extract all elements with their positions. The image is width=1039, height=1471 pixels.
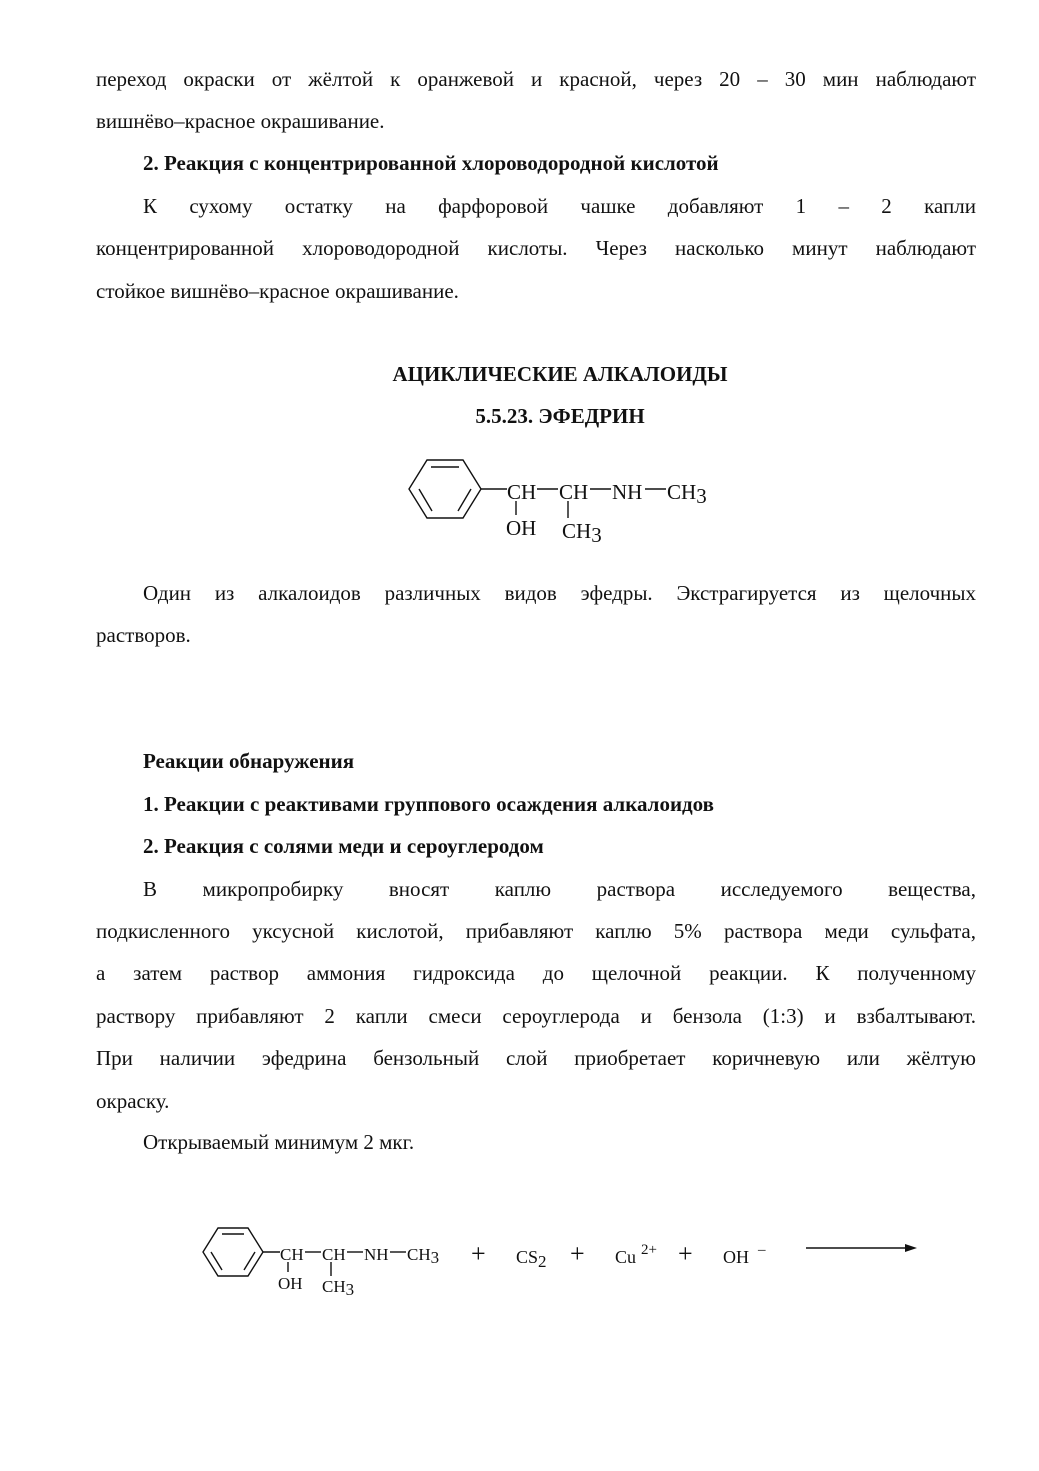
ch-group-1: CH	[507, 480, 537, 504]
plus-sign: +	[570, 1239, 585, 1268]
paragraph-line: стойкое вишнёво–красное окрашивание.	[96, 279, 459, 303]
carbon-disulfide: CS2	[516, 1247, 547, 1271]
reaction-arrow	[806, 1244, 917, 1252]
detection-limit-text: Открываемый минимум 2 мкг.	[143, 1130, 415, 1154]
hydroxyl-group: OH	[506, 516, 537, 540]
paragraph-line: а затем раствор аммония гидроксида до щелочной реакции. К полученному	[96, 961, 976, 985]
section-title: АЦИКЛИЧЕСКИЕ АЛКАЛОИДЫ	[392, 362, 728, 386]
hydroxyl-group: OH	[278, 1274, 303, 1293]
paragraph-line: вишнёво–красное окрашивание.	[96, 109, 385, 133]
copper-ion: Cu $^{2+}$	[615, 1242, 657, 1267]
paragraph-line: окраску.	[96, 1089, 170, 1113]
paragraph-line: Один из алкалоидов различных видов эфедры. Экстрагируется из щелочных	[143, 581, 976, 605]
paragraph-line: переход окраски от жёлтой к оранжевой и красной, через 20 – 30 мин наблюдают	[96, 67, 976, 91]
paragraph-line: концентрированной хлороводородной кислоты. Через насколько минут наблюдают	[96, 236, 976, 260]
heading-reaction-1: 1. Реакции с реактивами группового осаждения алкалоидов	[143, 792, 714, 816]
paragraph-line: При наличии эфедрина бензольный слой приобретает коричневую или жёлтую	[96, 1046, 976, 1070]
ch-group-2: CH	[322, 1245, 346, 1264]
subsection-title: 5.5.23. ЭФЕДРИН	[475, 404, 645, 428]
methyl-group: CH3	[667, 480, 707, 508]
methyl-group: CH3	[407, 1245, 440, 1267]
heading-reaction-2: 2. Реакция с солями меди и сероуглеродом	[143, 834, 544, 858]
plus-sign: +	[471, 1239, 486, 1268]
nh-group: NH	[612, 480, 643, 504]
ch-group-1: CH	[280, 1245, 304, 1264]
methyl-branch: CH3	[322, 1277, 355, 1299]
nh-group: NH	[364, 1245, 389, 1264]
heading-hcl-reaction: 2. Реакция с концентрированной хлороводородной кислотой	[143, 151, 719, 175]
paragraph-line: К сухому остатку на фарфоровой чашке добавляют 1 – 2 капли	[143, 194, 976, 218]
paragraph-line: подкисленного уксусной кислотой, прибавляют каплю 5% раствора меди сульфата,	[96, 919, 976, 943]
paragraph-line: раствору прибавляют 2 капли смеси сероуглерода и бензола (1:3) и взбалтывают.	[96, 1004, 976, 1028]
ch-group-2: CH	[559, 480, 589, 504]
methyl-branch: CH3	[562, 519, 602, 547]
hydroxide-ion: OH –	[723, 1242, 766, 1267]
paragraph-line: В микропробирку вносят каплю раствора исследуемого вещества,	[143, 877, 976, 901]
benzene-ring	[203, 1228, 263, 1276]
plus-sign: +	[678, 1239, 693, 1268]
heading-detection-reactions: Реакции обнаружения	[143, 749, 355, 773]
paragraph-line: растворов.	[96, 623, 191, 647]
